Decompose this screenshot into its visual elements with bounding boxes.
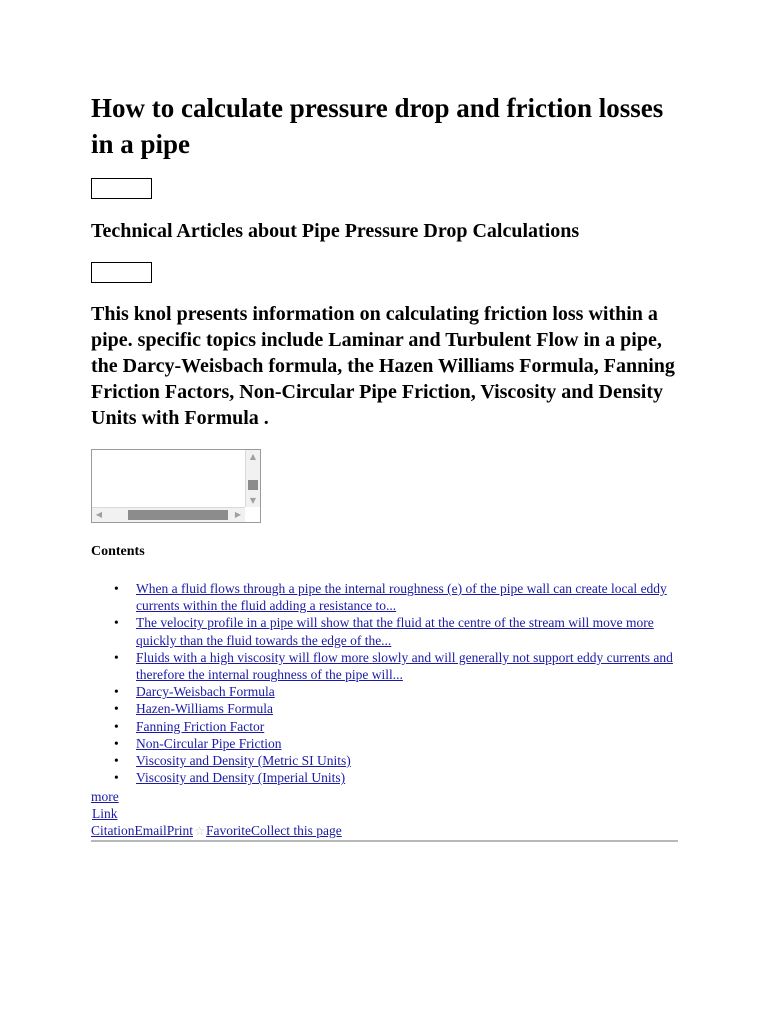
star-icon[interactable]: ☆ <box>194 824 205 838</box>
citation-link[interactable]: Citation <box>91 823 135 838</box>
email-link[interactable]: Email <box>134 823 167 838</box>
list-item <box>136 649 676 683</box>
contents-list <box>91 580 676 786</box>
more-link[interactable]: more <box>91 789 119 804</box>
contents-link-viscosity-metric[interactable]: Viscosity and Density (Metric SI Units) <box>136 753 351 769</box>
list-item <box>136 700 676 717</box>
arrow-down-icon[interactable]: ▼ <box>246 494 260 508</box>
list-item <box>136 718 676 735</box>
contents-link-velocity-profile[interactable]: The velocity profile in a pipe will show that the fluid at the centre of the stream will move more quickly than the fluid towards the edge of the... <box>136 615 654 648</box>
list-item <box>136 580 676 614</box>
list-item <box>136 735 676 752</box>
list-item <box>136 769 676 786</box>
collect-page-link[interactable]: Collect this page <box>251 823 342 838</box>
contents-link-roughness[interactable]: When a fluid flows through a pipe the internal roughness (e) of the pipe wall can create local eddy currents within the fluid adding a resistance to... <box>136 581 667 614</box>
vertical-scrollbar[interactable] <box>245 450 260 508</box>
page-title: How to calculate pressure drop and friction losses in a pipe <box>91 93 664 159</box>
favorite-link[interactable]: Favorite <box>206 823 252 838</box>
contents-link-fanning[interactable]: Fanning Friction Factor <box>136 718 265 734</box>
contents-link-hazen-williams[interactable]: Hazen-Williams Formula <box>136 701 274 717</box>
print-link[interactable]: Print <box>166 823 194 838</box>
contents-heading: Contents <box>91 544 145 559</box>
vertical-scroll-thumb[interactable] <box>248 480 258 490</box>
contents-link-viscosity-imperial[interactable]: Viscosity and Density (Imperial Units) <box>136 770 346 786</box>
scrollable-text-area[interactable] <box>91 449 261 523</box>
action-bar <box>91 822 678 842</box>
contents-link-non-circular[interactable]: Non-Circular Pipe Friction <box>136 735 282 751</box>
list-item <box>136 614 676 648</box>
scrollbar-corner <box>245 507 260 522</box>
contents-link-darcy-weisbach[interactable]: Darcy-Weisbach Formula <box>136 684 275 700</box>
list-item <box>136 752 676 769</box>
arrow-right-icon[interactable]: ▶ <box>231 508 245 522</box>
contents-link-viscosity-flow[interactable]: Fluids with a high viscosity will flow more slowly and will generally not support eddy currents and therefore the internal roughness of the pipe will... <box>136 649 673 683</box>
arrow-left-icon[interactable]: ◀ <box>92 508 106 522</box>
link-link[interactable]: Link <box>92 806 118 821</box>
arrow-up-icon[interactable]: ▲ <box>246 450 260 464</box>
article-subtitle: Technical Articles about Pipe Pressure Drop Calculations <box>91 220 580 242</box>
article-intro: This knol presents information on calculating friction loss within a pipe. specific topics include Laminar and Turbulent Flow in a pipe, the Darcy-Weisbach formula, the Hazen Williams Formula, Fanning Friction Factors, Non-Circular Pipe Friction, Viscosity and Density Units with Formula . <box>91 303 675 429</box>
list-item <box>136 683 676 700</box>
horizontal-scrollbar[interactable] <box>92 507 245 522</box>
empty-placeholder-box <box>91 178 152 199</box>
empty-placeholder-box <box>91 262 152 283</box>
horizontal-scroll-thumb[interactable] <box>128 510 228 520</box>
